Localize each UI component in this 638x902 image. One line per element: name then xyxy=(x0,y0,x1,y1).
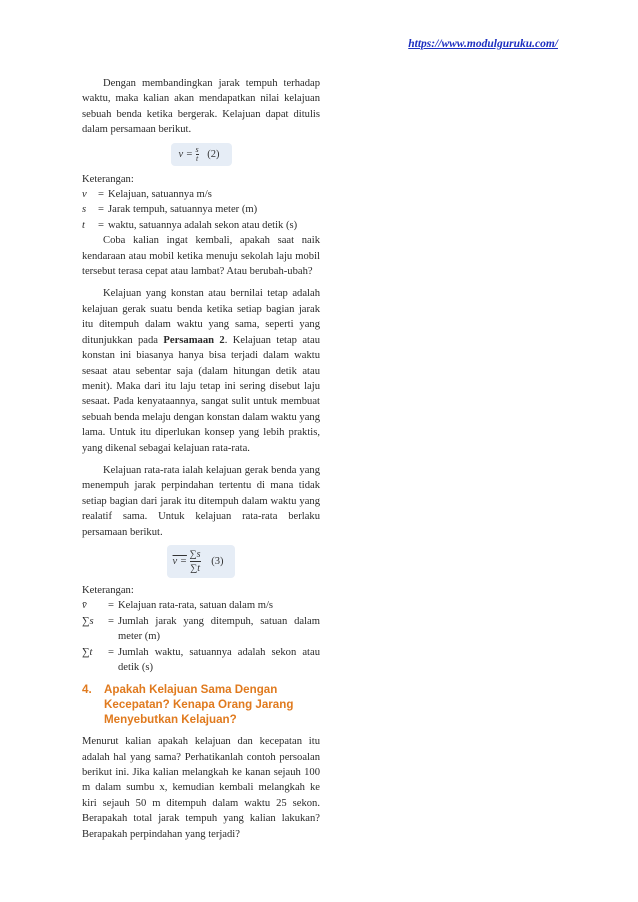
keterangan-1-symbol: t xyxy=(82,219,85,231)
equation-2-denominator: t xyxy=(195,153,199,163)
paragraph-konstan-before: Kelajuan yang konstan atau bernilai tetap adalah kelajuan gerak suatu benda ketika setiap bagian jarak itu ditempuh dalam waktu yang sama, seperti yang ditunjukkan pada xyxy=(82,288,320,346)
fraction-bar xyxy=(190,561,201,562)
content-column xyxy=(82,0,320,842)
keterangan-1-desc: Kelajuan, satuannya m/s xyxy=(108,189,212,201)
paragraph-rata-rata: Kelajuan rata-rata ialah kelajuan gerak benda yang menempuh jarak perpindahan tertentu di mana tidak setiap bagian dari jarak itu ditempuh dalam waktu yang realatif sama. Untuk kelajuan rata-rata berlaku persamaan berikut. xyxy=(82,464,320,538)
keterangan-1-equals: = xyxy=(98,204,104,216)
keterangan-2-equals: = xyxy=(108,646,114,658)
equation-2-numerator: s xyxy=(195,144,199,154)
keterangan-1-symbol: s xyxy=(82,204,87,216)
equation-3-lhs: v = xyxy=(172,555,187,567)
keterangan-1-desc: Jarak tempuh, satuannya meter (m) xyxy=(108,204,258,216)
paragraph-coba: Coba kalian ingat kembali, apakah saat naik kendaraan atau mobil ketika menuju sekolah laju mobil tersebut terasa cepat atau lambat? Atau berubah-ubah? xyxy=(82,235,320,278)
section-4-number: 4. xyxy=(82,683,92,697)
paragraph-konstan xyxy=(82,286,320,455)
paragraph-konstan-after: . Kelajuan tetap atau konstan ini biasanya hanya bisa terjadi dalam waktu sesaat atau sebentar saja (dalam hitungan detik atau menit). Maka dari itu laju tetap ini sering disebut laju sesaat. Pada kenyataannya, sangat sulit untuk membuat sebuah benda melaju dengan konstan dalam waktu yang lama. Untuk itu diperlukan konsep yang lebih praktis, yang dikenal sebagai kelajuan rata-rata. xyxy=(82,334,320,454)
keterangan-2-equals: = xyxy=(108,600,114,612)
equation-3-fraction xyxy=(190,549,201,574)
equation-2-number: (2) xyxy=(207,148,220,160)
keterangan-1-equals: = xyxy=(98,189,104,201)
keterangan-2-row xyxy=(82,645,320,676)
keterangan-1-desc: waktu, satuannya adalah sekon atau detik (s) xyxy=(108,219,298,231)
keterangan-2-desc: Kelajuan rata-rata, satuan dalam m/s xyxy=(118,600,274,612)
keterangan-2-title: Keterangan: xyxy=(82,584,134,596)
keterangan-2-symbol: v̄ xyxy=(82,600,87,612)
keterangan-1-row xyxy=(82,218,320,233)
header-url-link[interactable]: https://www.modulguruku.com/ xyxy=(408,38,558,50)
keterangan-2-desc: Jumlah jarak yang ditempuh, satuan dalam meter (m) xyxy=(118,615,320,643)
equation-2-lhs: v = xyxy=(178,148,193,160)
keterangan-1-equals: = xyxy=(98,219,104,231)
keterangan-1-row xyxy=(82,202,320,217)
equation-2-wrapper xyxy=(82,143,320,166)
equation-3 xyxy=(167,545,236,578)
section-4-heading xyxy=(82,683,320,727)
keterangan-1-row xyxy=(82,187,320,202)
keterangan-1-title: Keterangan: xyxy=(82,173,134,185)
keterangan-2-desc: Jumlah waktu, satuannya adalah sekon atau detik (s) xyxy=(118,646,320,673)
equation-2 xyxy=(171,143,232,166)
equation-3-number: (3) xyxy=(211,555,224,567)
keterangan-2-row xyxy=(82,598,320,613)
equation-3-numerator: ∑s xyxy=(189,548,201,560)
keterangan-2-row xyxy=(82,614,320,645)
equation-2-fraction xyxy=(196,146,199,163)
paragraph-menurut: Menurut kalian apakah kelajuan dan kecepatan itu adalah hal yang sama? Perhatikanlah contoh persoalan berikut ini. Jika kalian melangkah ke kanan sejauh 100 m dalam sumbu x, kemudian kembali melangkah ke kiri sejauh 50 m ditempuh dalam waktu 25 sekon. Berapakah total jarak tempuh yang kalian lakukan? Berapakah perpindahan yang terjadi? xyxy=(82,736,320,840)
keterangan-2-symbol: ∑s xyxy=(82,615,94,627)
keterangan-2-symbol: ∑t xyxy=(82,646,93,658)
keterangan-2-equals: = xyxy=(108,615,114,627)
keterangan-1-symbol: v xyxy=(82,189,87,201)
equation-3-wrapper xyxy=(82,545,320,578)
intro-paragraph: Dengan membandingkan jarak tempuh terhadap waktu, maka kalian akan mendapatkan nilai kelajuan sebuah benda ketika bergerak. Kelajuan dapat ditulis dalam persamaan berikut. xyxy=(82,78,320,136)
equation-3-denominator: ∑t xyxy=(190,562,201,574)
section-4-title: Apakah Kelajuan Sama Dengan Kecepatan? Kenapa Orang Jarang Menyebutkan Kelajuan? xyxy=(104,683,294,726)
persamaan-2-reference: Persamaan 2 xyxy=(163,334,225,346)
